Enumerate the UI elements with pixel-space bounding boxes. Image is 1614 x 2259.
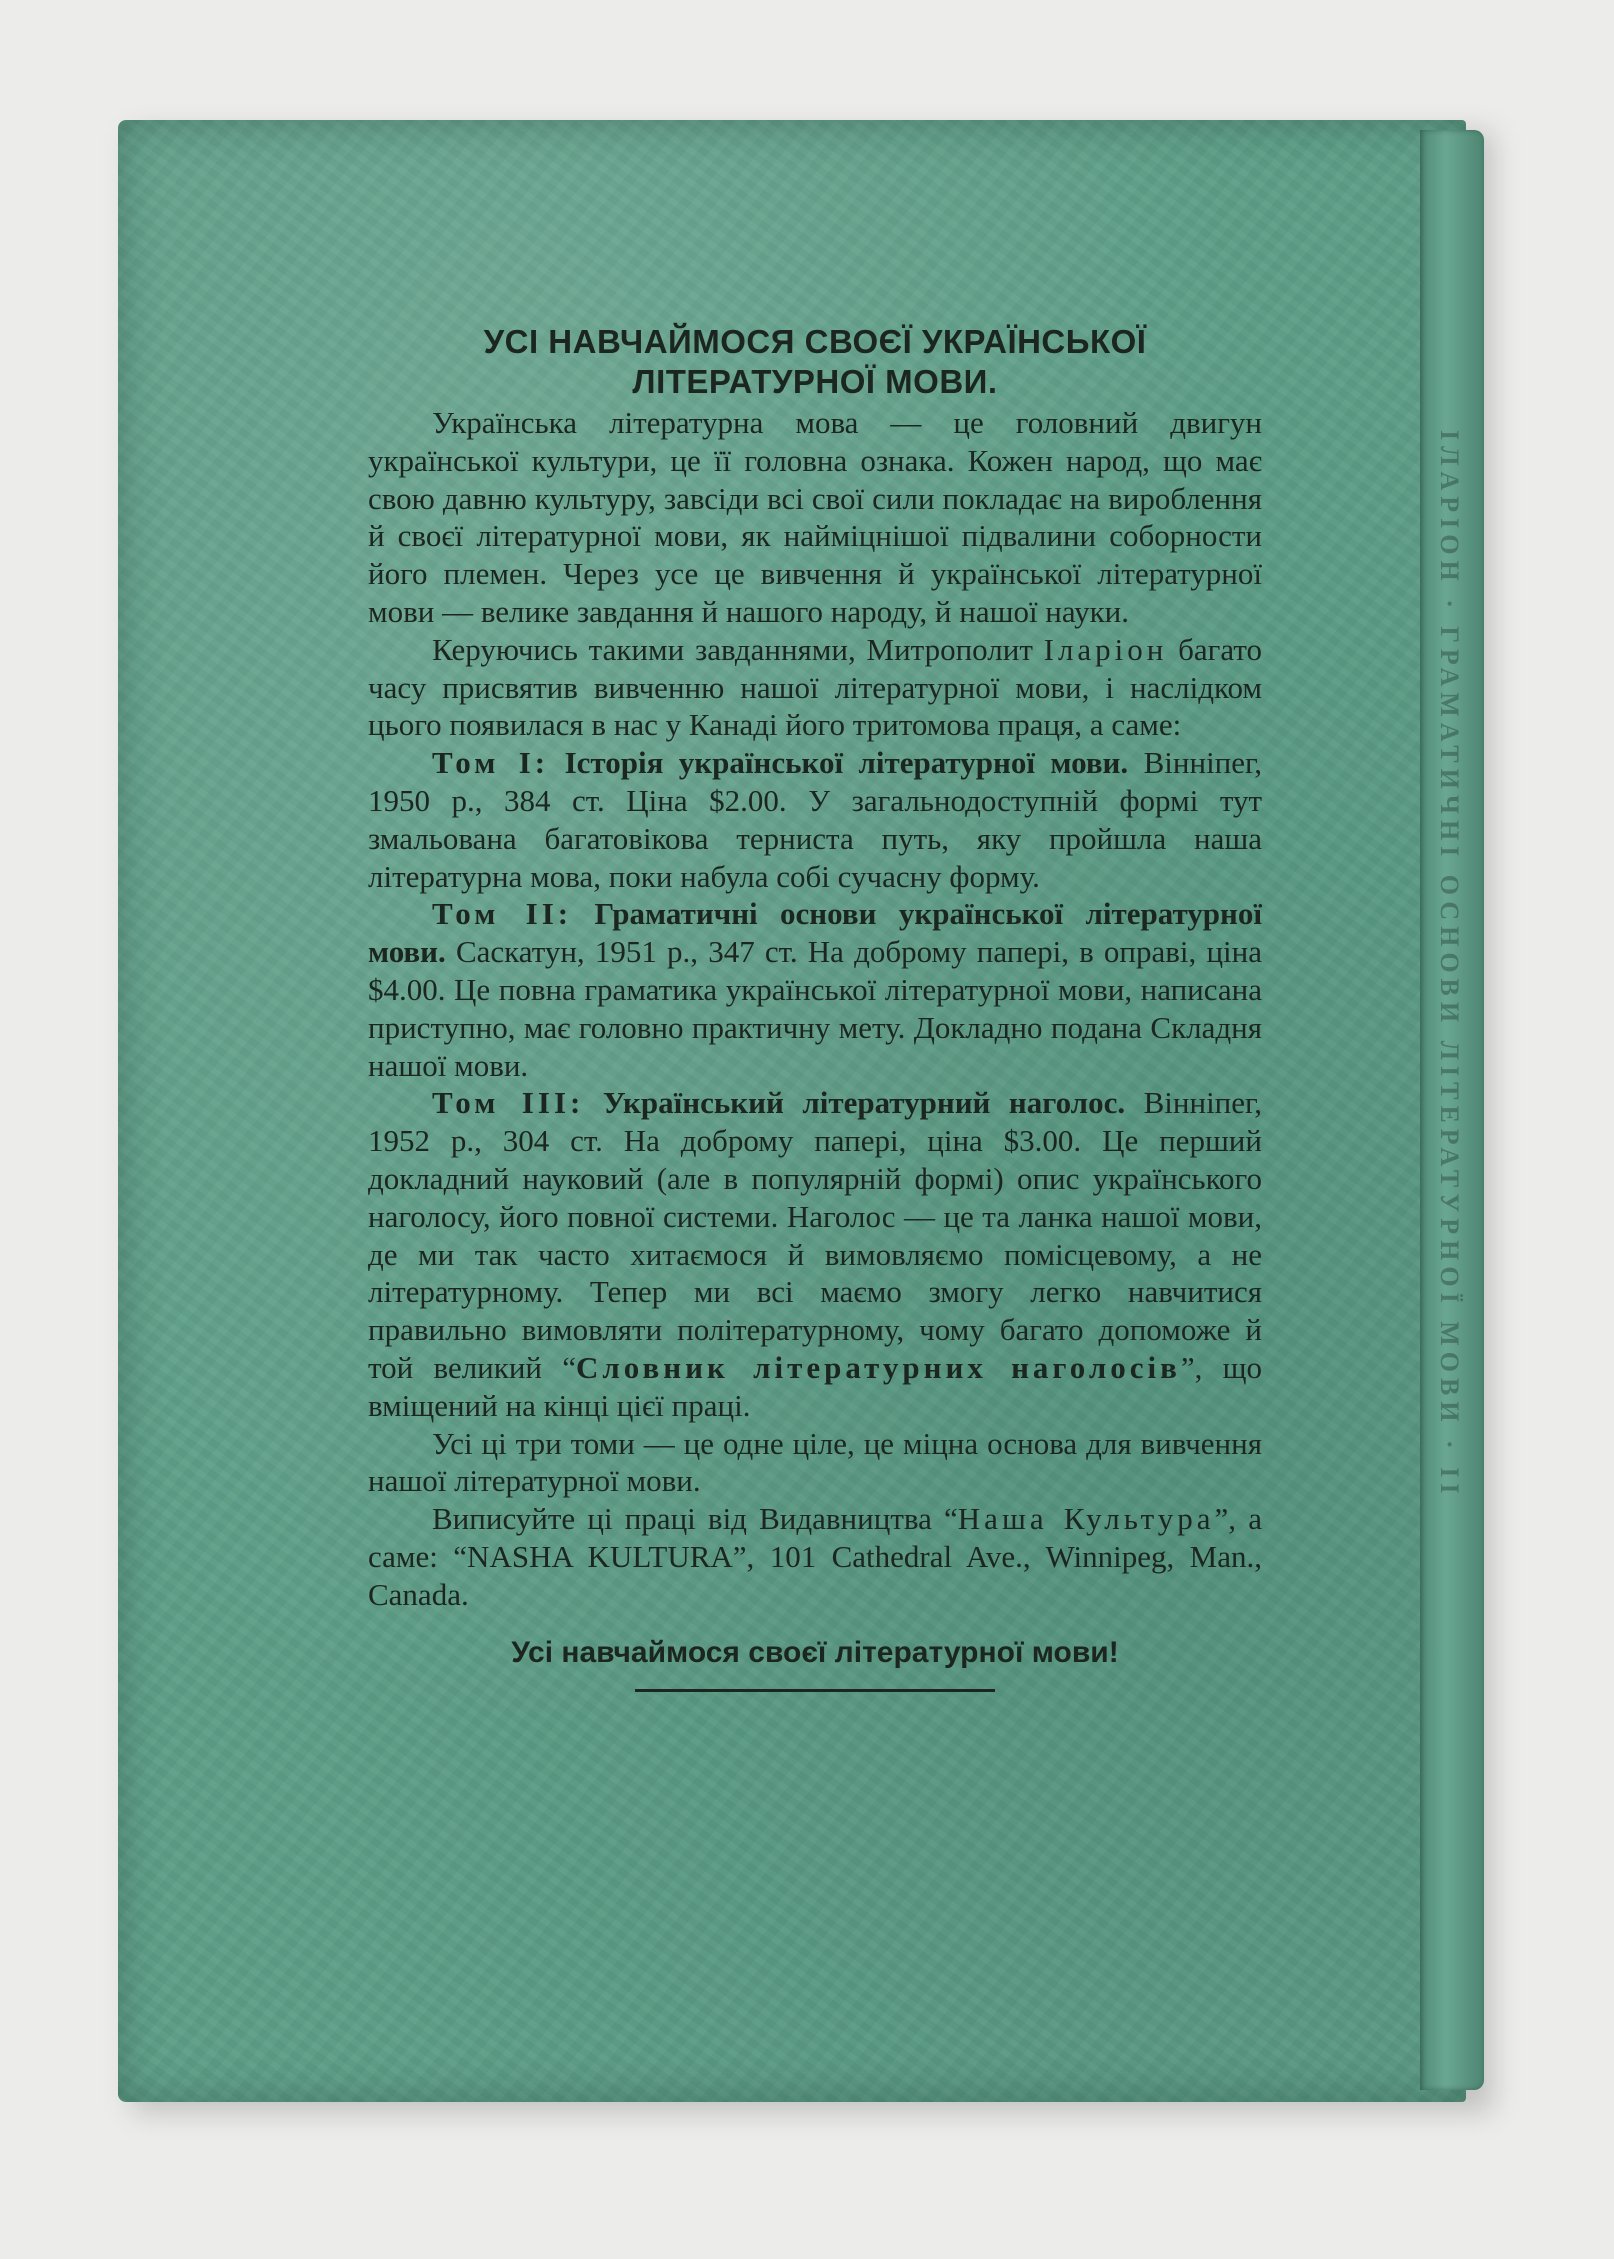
order-paragraph-a: Виписуйте ці праці від Видавництва “: [432, 1501, 958, 1537]
intro-paragraph: Українська літературна мова — це головний двигун української культури, це її головна ознака. Кожен народ, що має свою давню культуру, завсіди всі свої сили покладає на вироблення й своєї літературної мови, як найміцнішої підвалини соборности його племен. Через усе це вивчення й української літературної мови — велике завдання й нашого народу, й нашої науки.: [368, 405, 1262, 629]
volume-2-entry: [368, 895, 1262, 1084]
author-paragraph-a: Керуючись такими завданнями, Митрополит: [432, 631, 1044, 667]
dictionary-title: Словник літературних наголосів: [576, 1349, 1181, 1385]
volume-1-title: Історія української літературної мови.: [549, 745, 1129, 781]
volume-2-text: Саскатун, 1951 р., 347 ст. На доброму папері, в оправі, ціна $4.00. Це повна граматика української літературної мови, написана приступно, має головно практичну мету. Докладно подана Складня нашої мови.: [368, 934, 1262, 1083]
author-paragraph-b: багато часу присвятив вивченню нашої літературної мови, і наслідком цього появилася в нас у Канаді його тритомова праця, а саме:: [368, 631, 1262, 743]
volume-3-label: Том ІІІ:: [432, 1085, 585, 1121]
spine-text: ІЛАРІОН · ГРАМАТИЧНІ ОСНОВИ ЛІТЕРАТУРНОЇ МОВИ · ІІ: [1435, 430, 1464, 1500]
volume-1-entry: [368, 744, 1262, 895]
closing-rule: [635, 1689, 995, 1692]
volume-1-text: Вінніпег, 1950 р., 384 ст. Ціна $2.00. У загальнодоступній формі тут змальована багатовікова терниста путь, яку пройшла наша літературна мова, поки набула собі сучасну форму.: [368, 745, 1263, 894]
summary-paragraph: Усі ці три томи — це одне ціле, це міцна основа для вивчення нашої літературної мови.: [368, 1425, 1262, 1499]
volume-1-label: Том І:: [432, 745, 550, 781]
volume-3-title: Український літературний наголос.: [584, 1085, 1126, 1121]
cover-text-block: [368, 322, 1262, 1692]
closing-slogan: Усі навчаймося своєї літературної мови!: [511, 1635, 1119, 1669]
cover-title-line2: ЛІТЕРАТУРНОЇ МОВИ.: [632, 363, 998, 400]
volume-3-text-b: ”, що вміщений на кінці цієї праці.: [368, 1349, 1262, 1423]
author-name: Іларіон: [1043, 631, 1168, 667]
cover-title-line1: УСІ НАВЧАЙМОСЯ СВОЄЇ УКРАЇНСЬКОЇ: [483, 323, 1147, 360]
volume-3-entry: [368, 1084, 1262, 1424]
author-paragraph: [368, 631, 1262, 744]
volume-2-title: Граматичні основи української літературної мови.: [368, 896, 1262, 970]
order-paragraph-b: ”, а саме: “NASHA KULTURA”, 101 Cathedral Ave., Winnipeg, Man., Canada.: [368, 1501, 1262, 1612]
order-paragraph: [368, 1500, 1262, 1613]
publisher-name: Наша Культура: [957, 1501, 1215, 1537]
volume-3-text-a: Вінніпег, 1952 р., 304 ст. На доброму папері, ціна $3.00. Це перший докладний науковий (але в популярній формі) опис українського наголосу, його повної системи. Наголос — це та ланка нашої мови, де ми так часто хитаємося й вимовляємо помісцевому, а не літературному. Тепер ми всі маємо змогу легко навчитися правильно вимовляти політературному, чому багато допоможе й той великий “: [368, 1085, 1262, 1385]
volume-2-label: Том ІІ:: [432, 896, 573, 932]
cover-title: [368, 322, 1262, 402]
